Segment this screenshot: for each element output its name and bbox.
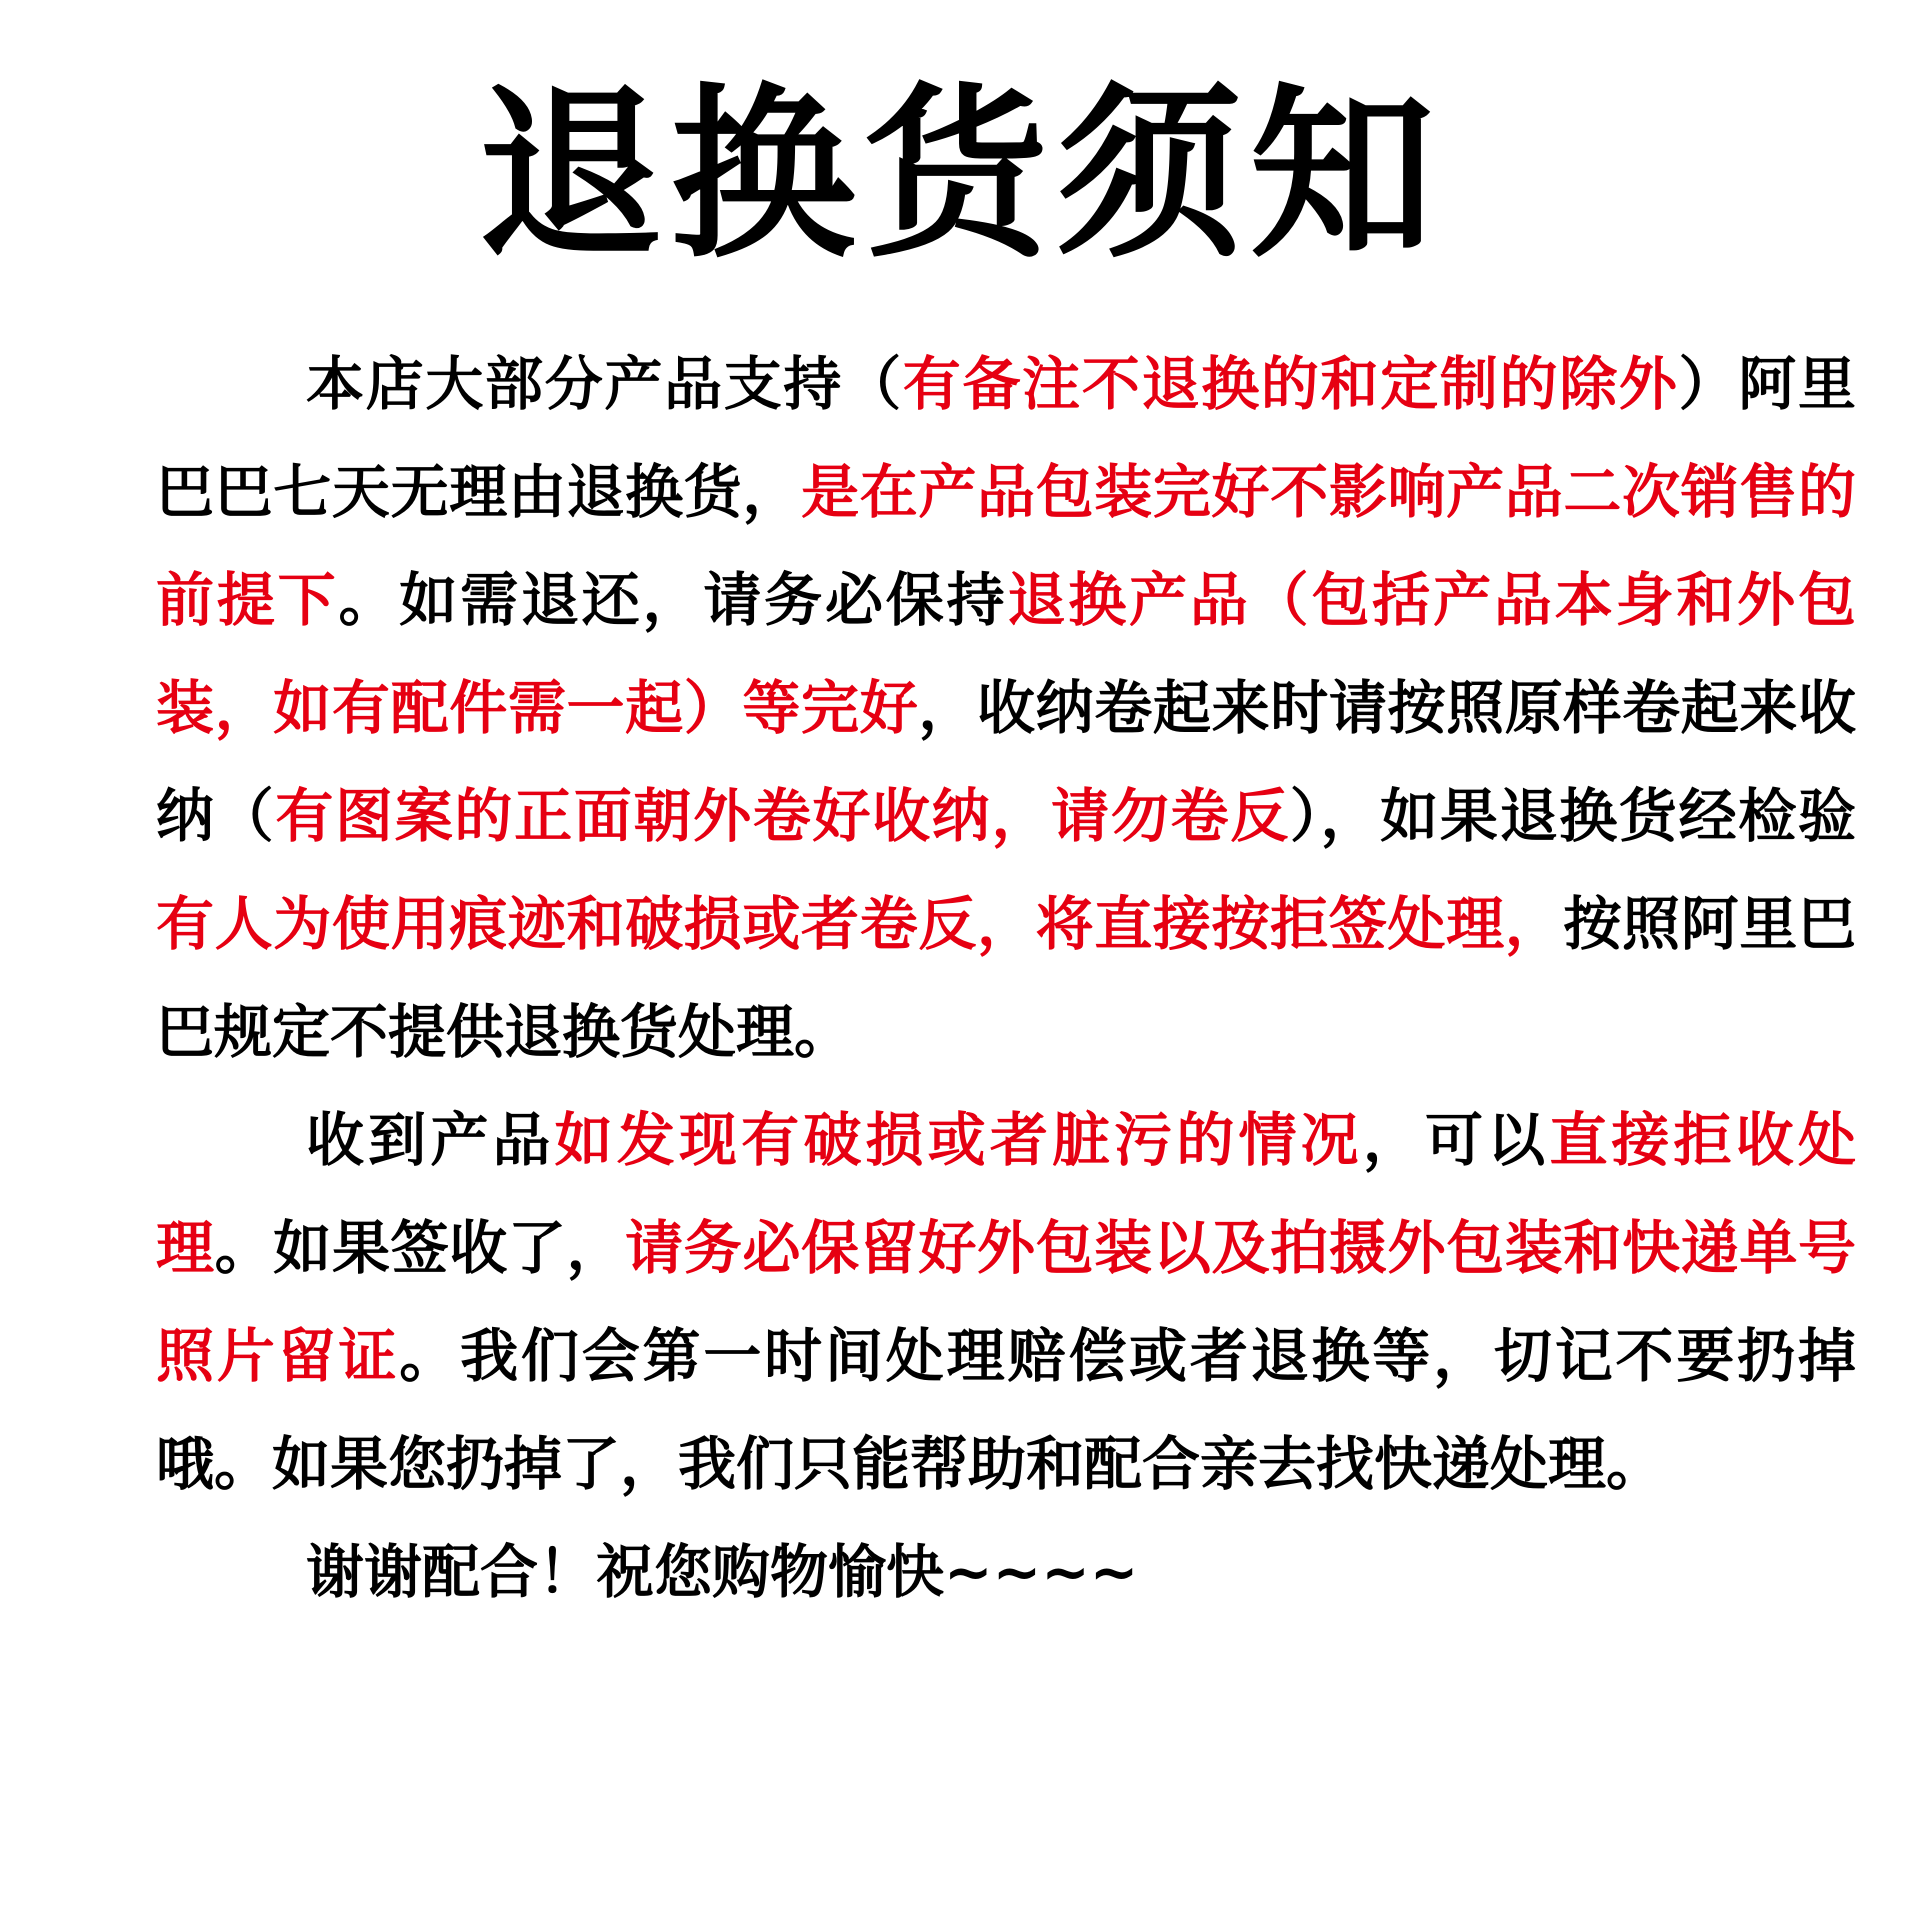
highlight-segment: 请务必保留好外包装以及拍摄外包装和快递单号照片留证: [156, 1214, 1856, 1390]
paragraph-thanks: [156, 1518, 1856, 1626]
text-segment: 。如果签收了，: [214, 1214, 626, 1282]
paragraph-return-policy: [156, 330, 1856, 1086]
text-segment: 本店大部分产品支持（: [306, 350, 903, 418]
text-segment: ，收纳卷起来时请按照原样卷起来收纳（: [156, 674, 1856, 850]
text-segment: ），如果退换货经检验: [1289, 782, 1856, 850]
text-segment: 。我们会第一时间处理赔偿或者退换等，切记不要扔掉哦。如果您扔掉了，我们只能帮助和配合亲去找快递处理。: [156, 1322, 1856, 1498]
text-segment: ）阿里巴巴七天无理由退换货，: [156, 350, 1856, 526]
text-segment: ，可以: [1362, 1106, 1550, 1174]
text-segment: 。如需退还，请务必保持: [338, 566, 1008, 634]
highlight-segment: 退换产品（包括产品本身和外包装，如有配件需一起）等完好: [156, 566, 1856, 742]
text-segment: 收到产品: [306, 1106, 555, 1174]
text-segment: 谢谢配合！祝您购物愉快~~~~: [306, 1538, 1139, 1606]
highlight-segment: 有图案的正面朝外卷好收纳，请勿卷反: [275, 782, 1290, 850]
page-title: 退换货须知: [477, 67, 1443, 283]
notice-body: [156, 330, 1856, 1626]
highlight-segment: 有人为使用痕迹和破损或者卷反，将直接按拒签处理，: [156, 890, 1564, 958]
highlight-segment: 如发现有破损或者脏污的情况: [554, 1106, 1363, 1174]
paragraph-damage-handling: [156, 1086, 1856, 1518]
text-segment: 按照阿里巴巴规定不提供退换货处理。: [156, 890, 1856, 1066]
highlight-segment: 直接拒收处理: [156, 1106, 1856, 1282]
highlight-segment: 是在产品包装完好不影响产品二次销售的前提下: [156, 458, 1856, 634]
highlight-segment: 有备注不退换的和定制的除外: [902, 350, 1679, 418]
